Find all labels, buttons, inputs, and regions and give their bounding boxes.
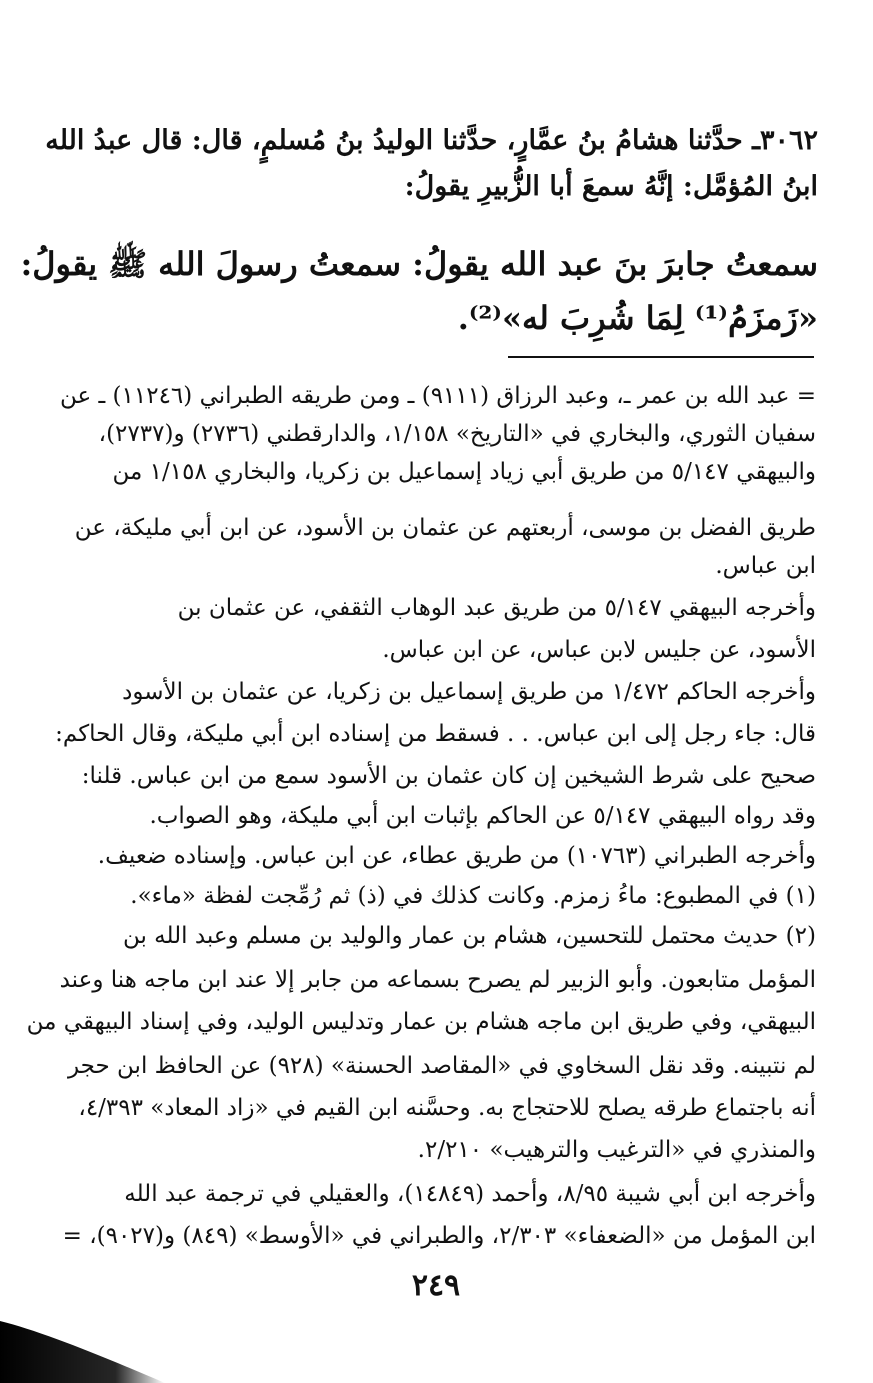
footnote-line-4: طريق الفضل بن موسى، أربعتهم عن عثمان بن الأسود، عن ابن أبي مليكة، عن (74, 515, 816, 541)
footnote-line-20: وأخرجه ابن أبي شيبة ٨/٩٥، وأحمد (١٤٨٤٩)، والعقيلي في ترجمة عبد الله (124, 1181, 816, 1207)
footnote-line-2: سفيان الثوري، والبخاري في «التاريخ» ١/١٥٨، والدارقطني (٢٧٣٦) و(٢٧٣٧)، (98, 421, 816, 447)
footnote-line-1: = عبد الله بن عمر ـ، وعبد الرزاق (٩١١١) ـ ومن طريقه الطبراني (١١٢٤٦) ـ عن (59, 383, 816, 409)
footnote-separator (508, 356, 814, 358)
footnote-line-18: أنه باجتماع طرقه يصلح للاحتجاج به. وحسَّنه ابن القيم في «زاد المعاد» ٤/٣٩٣، (78, 1095, 816, 1121)
hadith-matn-line-2: «زَمزَمُ⁽¹⁾ لِمَا شُرِبَ له»⁽²⁾. (457, 299, 818, 337)
footnote-line-8: وأخرجه الحاكم ١/٤٧٢ من طريق إسماعيل بن زكريا، عن عثمان بن الأسود (122, 679, 816, 705)
footnote-line-7: الأسود، عن جليس لابن عباس، عن ابن عباس. (382, 637, 816, 663)
footnote-line-21: ابن المؤمل من «الضعفاء» ٢/٣٠٣، والطبراني في «الأوسط» (٨٤٩) و(٩٠٢٧)، = (62, 1223, 816, 1249)
footnote-line-5: ابن عباس. (715, 553, 816, 579)
hadith-isnad-line-2: ابنُ المُؤمَّل: إنَّهُ سمعَ أبا الزُّبيرِ يقولُ: (404, 171, 818, 202)
hadith-isnad-line-1: ٣٠٦٢ـ حدَّثنا هشامُ بنُ عمَّارٍ، حدَّثنا الوليدُ بنُ مُسلمٍ، قال: قال عبدُ الله (45, 125, 818, 156)
footnote-line-3: والبيهقي ٥/١٤٧ من طريق أبي زياد إسماعيل بن زكريا، والبخاري ١/١٥٨ من (112, 459, 816, 485)
footnote-line-9: قال: جاء رجل إلى ابن عباس. . . فسقط من إسناده ابن أبي مليكة، وقال الحاكم: (55, 721, 816, 747)
footnote-line-15: المؤمل متابعون. وأبو الزبير لم يصرح بسماعه من جابر إلا عند ابن ماجه هنا وعند (59, 967, 816, 993)
footnote-line-19: والمنذري في «الترغيب والترهيب» ٢/٢١٠. (417, 1137, 816, 1163)
page-number: ٢٤٩ (411, 1268, 461, 1303)
footnote-line-13: (١) في المطبوع: ماءُ زمزم. وكانت كذلك في (ذ) ثم رُمِّجت لفظة «ماء». (130, 883, 816, 909)
footnote-line-6: وأخرجه البيهقي ٥/١٤٧ من طريق عبد الوهاب الثقفي، عن عثمان بن (177, 595, 816, 621)
footnote-line-11: وقد رواه البيهقي ٥/١٤٧ عن الحاكم بإثبات ابن أبي مليكة، وهو الصواب. (149, 803, 816, 829)
footnote-line-17: لم نتبينه. وقد نقل السخاوي في «المقاصد الحسنة» (٩٢٨) عن الحافظ ابن حجر (67, 1053, 816, 1079)
scan-edge-shadow (0, 1313, 170, 1383)
footnote-line-16: البيهقي، وفي طريق ابن ماجه هشام بن عمار وتدليس الوليد، وفي إسناد البيهقي من (26, 1009, 816, 1035)
hadith-matn-line-1: سمعتُ جابرَ بنَ عبد الله يقولُ: سمعتُ رسولَ الله ﷺ يقولُ: (20, 245, 818, 283)
footnote-line-12: وأخرجه الطبراني (١٠٧٦٣) من طريق عطاء، عن ابن عباس. وإسناده ضعيف. (97, 843, 816, 869)
footnote-line-14: (٢) حديث محتمل للتحسين، هشام بن عمار والوليد بن مسلم وعبد الله بن (122, 923, 816, 949)
footnote-line-10: صحيح على شرط الشيخين إن كان عثمان بن الأسود سمع من ابن عباس. قلنا: (81, 763, 816, 789)
